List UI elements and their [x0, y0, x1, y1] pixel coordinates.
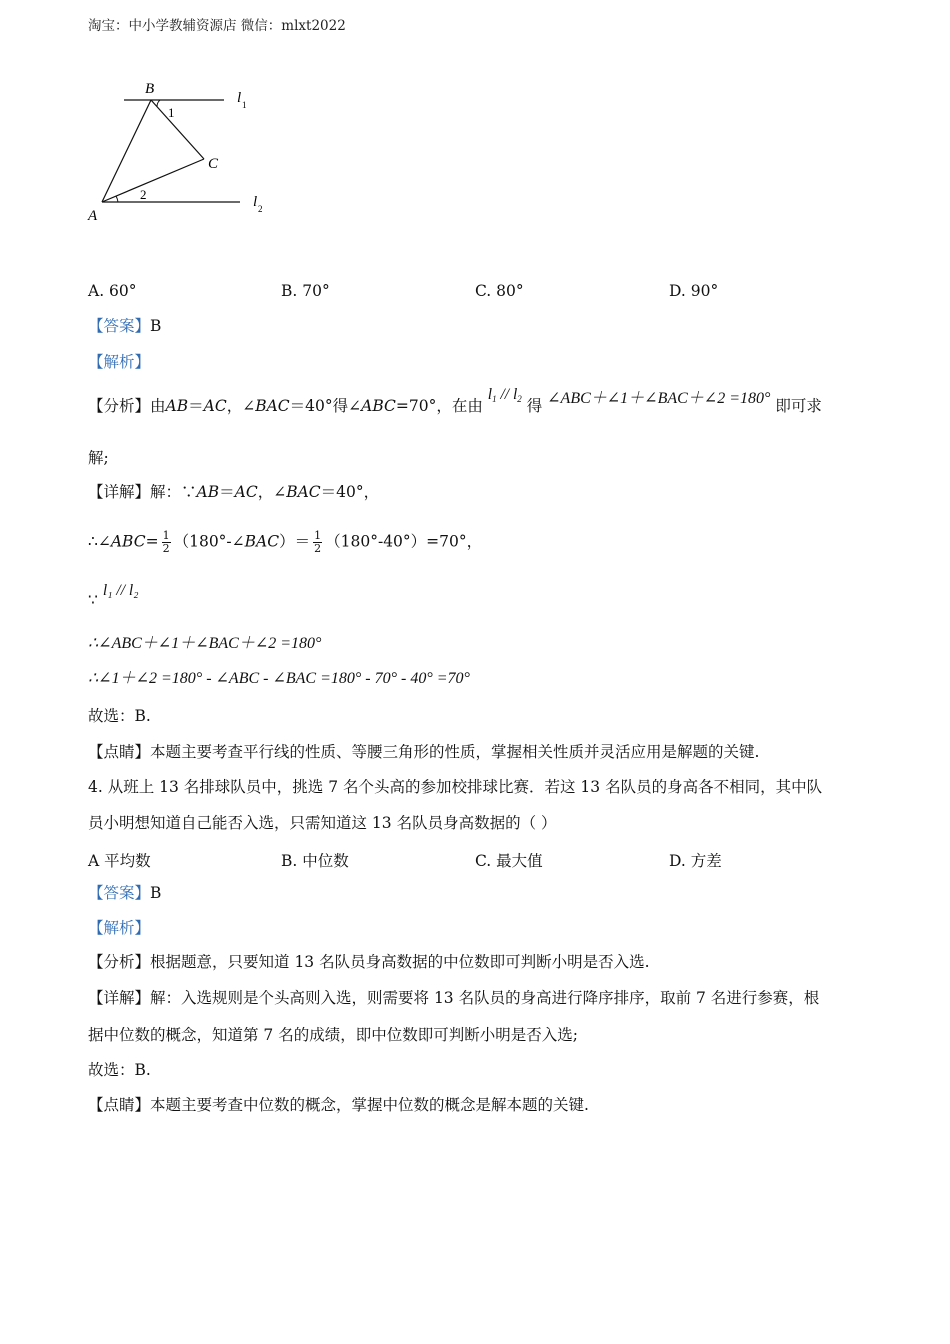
- xj2-bac: BAC: [244, 532, 280, 551]
- xj2-eq: =: [145, 532, 159, 551]
- geometry-figure: [80, 72, 280, 232]
- fenxi-text-2: ＝40°得∠: [289, 397, 362, 415]
- xiangjie-text: 解：入选规则是个头高则入选，则需要将 13 名队员的身高进行降序排序，取前 7 名进行参赛，根: [150, 989, 820, 1007]
- fenxi-text: 根据题意，只要知道 13 名队员身高数据的中位数即可判断小明是否入选.: [150, 953, 650, 971]
- q4-option-d[interactable]: D. 方差: [669, 852, 722, 870]
- fraction-half-2: $\frac{1}{2}$: [314, 529, 322, 555]
- fenxi-tag: 【分析】: [88, 953, 151, 971]
- q4-xiangjie-1: [88, 988, 819, 1008]
- label-b: B: [145, 81, 155, 97]
- q3-xiangjie-3: [88, 582, 139, 611]
- q4-analysis-tag: 【解析】: [88, 919, 151, 937]
- answer-tag: 【答案】: [88, 884, 151, 902]
- xj1-ac: AC: [234, 483, 258, 501]
- q3-xiangjie-5: ∴∠1＋∠2 =180° - ∠ABC - ∠BAC =180° - 70° - 40° =70°: [88, 670, 470, 687]
- xj1-text: 解：∵: [150, 483, 197, 501]
- fenxi-equation: ∠ABC＋∠1＋∠BAC＋∠2 =180°: [547, 390, 771, 407]
- fenxi-de: 得: [526, 397, 543, 415]
- fenxi-eq: ＝: [188, 397, 204, 415]
- fraction-half-1: $\frac{1}{2}$: [162, 529, 170, 555]
- q4-dianjing: [88, 1095, 589, 1115]
- label-angle-2: 2: [140, 187, 147, 202]
- q4-option-a[interactable]: A 平均数: [88, 852, 151, 870]
- dianjing-text: 本题主要考查中位数的概念，掌握中位数的概念是解本题的关键.: [150, 1096, 589, 1114]
- xj1-eq: ＝: [219, 483, 235, 501]
- label-angle-1: 1: [168, 105, 175, 120]
- xj1-ab: AB: [196, 483, 220, 501]
- q3-fenxi-cont: 解;: [88, 449, 109, 467]
- q3-dianjing: [88, 742, 759, 762]
- because-symbol: ∵: [88, 591, 98, 609]
- q3-fenxi: [88, 386, 822, 421]
- label-l2-sub: 2: [258, 204, 263, 214]
- q3-option-c[interactable]: C. 80°: [475, 282, 524, 300]
- label-l1: l: [237, 90, 242, 106]
- fenxi-ac: AC: [203, 397, 227, 415]
- q3-guxuan: 故选：B.: [88, 707, 151, 725]
- xj2-paren: （180°-∠: [173, 532, 245, 551]
- q3-option-a[interactable]: A. 60°: [88, 282, 137, 300]
- fenxi-angle: ，∠: [226, 397, 256, 415]
- answer-value: B: [150, 884, 162, 902]
- fenxi-text-3: =70°，在由: [395, 397, 483, 415]
- q3-option-b[interactable]: B. 70°: [281, 282, 330, 300]
- dianjing-tag: 【点睛】: [88, 1096, 151, 1114]
- answer-tag: 【答案】: [88, 317, 151, 335]
- label-c: C: [208, 156, 219, 172]
- angle-1-arc: [157, 100, 160, 107]
- q4-option-c[interactable]: C. 最大值: [475, 852, 543, 870]
- answer-value: B: [150, 317, 162, 335]
- fenxi-parallel: $l_1 // l_2$: [487, 386, 522, 404]
- parallel-statement: l₁ // l₂: [102, 582, 139, 599]
- xj2-abc: ABC: [110, 532, 146, 551]
- xj2-close: ）＝: [279, 532, 311, 551]
- fenxi-tail: 即可求: [775, 397, 822, 415]
- xj1-angle: ，∠: [257, 483, 287, 501]
- q4-xiangjie-2: 据中位数的概念，知道第 7 名的成绩，即中位数即可判断小明是否入选;: [88, 1026, 578, 1044]
- q4-fenxi: [88, 952, 650, 972]
- xiangjie-tag: 【详解】: [88, 989, 151, 1007]
- q4-guxuan: 故选：B.: [88, 1061, 151, 1079]
- q3-option-d[interactable]: D. 90°: [669, 282, 719, 300]
- segment-bc: [151, 100, 204, 159]
- page-header: 淘宝：中小学教辅资源店 微信：mlxt2022: [88, 18, 346, 34]
- label-a: A: [88, 208, 98, 224]
- dianjing-tag: 【点睛】: [88, 743, 151, 761]
- q4-answer: [88, 883, 161, 903]
- xiangjie-tag: 【详解】: [88, 483, 151, 501]
- xj1-tail: ＝40°，: [320, 483, 380, 501]
- q3-xiangjie-1: [88, 482, 379, 502]
- xj1-bac: BAC: [286, 483, 321, 501]
- q4-stem-2: 员小明想知道自己能否入选，只需知道这 13 名队员身高数据的（ ）: [88, 814, 557, 832]
- fenxi-abc: ABC: [361, 397, 396, 415]
- label-l2: l: [253, 194, 258, 210]
- fenxi-text: 由: [150, 397, 166, 415]
- dianjing-text: 本题主要考查平行线的性质、等腰三角形的性质，掌握相关性质并灵活应用是解题的关键.: [150, 743, 760, 761]
- xj2-therefore: ∴∠: [88, 532, 111, 551]
- label-l1-sub: 1: [242, 100, 247, 110]
- fenxi-ab: AB: [165, 397, 189, 415]
- q4-stem-1: 4. 从班上 13 名排球队员中，挑选 7 名个头高的参加校排球比赛．若这 13 名队员的身高各不相同，其中队: [88, 778, 823, 796]
- fenxi-bac: BAC: [255, 397, 290, 415]
- q3-xiangjie-4: ∴∠ABC＋∠1＋∠BAC＋∠2 =180°: [88, 635, 322, 652]
- q3-analysis-tag: 【解析】: [88, 353, 151, 371]
- q4-option-b[interactable]: B. 中位数: [281, 852, 349, 870]
- xj2-tail: （180°-40°）=70°，: [325, 532, 483, 551]
- fenxi-tag: 【分析】: [88, 397, 151, 415]
- q3-answer: [88, 316, 161, 336]
- angle-2-arc: [116, 196, 118, 202]
- segment-ac: [102, 159, 204, 202]
- q3-xiangjie-2: [88, 530, 482, 555]
